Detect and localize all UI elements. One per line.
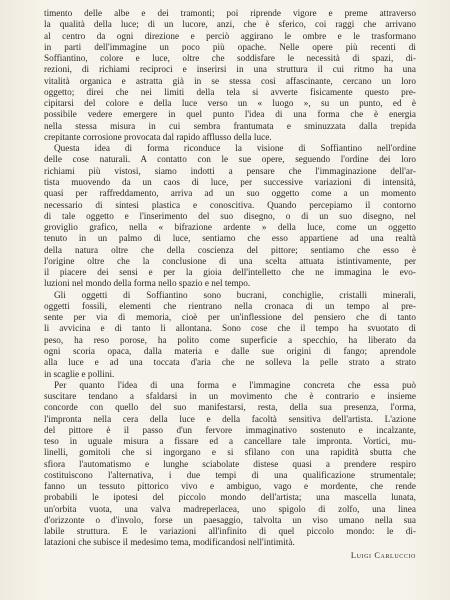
text-line: l'origine oltre che la conclusione di una scelta attuata istintivamente, per <box>44 255 416 266</box>
text-line: d'orizzonte o d'involo, forse un paesaggio, talvolta un viso umano nella sua <box>44 514 416 525</box>
text-line: labile struttura. E le variazioni all'infinito di quel piccolo mondo: le di- <box>44 526 416 537</box>
paragraph-2 <box>44 143 416 289</box>
text-line: luzioni nel mondo della forma nello spazio e nel tempo. <box>44 278 251 289</box>
text-line: un'orbita vuota, una valva madreperlacea, uno spigolo di zolfo, una linea <box>44 503 416 514</box>
text-line: concorde con quello del suo manifestarsi, resta, della sua presenza, l'orma, <box>44 402 416 413</box>
text-line: peso, ha reso porose, ha polito come superficie a specchio, ha liberato da <box>44 334 416 345</box>
text-line: tista muovendo da un caos di luce, per successive variazioni di intensità, <box>44 176 416 187</box>
text-line: timento delle albe e dei tramonti; poi riprende vigore e preme attraverso <box>44 8 416 18</box>
text-line: del pittore è il passo d'un fervore immaginativo sostenuto e incalzante, <box>44 424 416 435</box>
text-line: Soffiantino, colore e luce, oltre che soddisfare le necessità di spazi, di- <box>44 53 416 64</box>
text-line: cipitarsi del colore e della luce verso un « luogo », su un punto, ed è <box>44 98 416 109</box>
text-line: richiami più vistosi, siamo indotti a pensare che l'immaginazione dell'ar- <box>44 165 416 176</box>
paragraph-3 <box>44 290 416 380</box>
text-line: delle cose naturali. A contatto con le sue opere, seguendo l'ordine dei loro <box>44 154 416 165</box>
text-line: sfiora l'automatismo e lunghe sciabolate distese quasi a prendere respiro <box>44 458 416 469</box>
text-line: di tale oggetto e l'inserimento del suo disegno, o di un suo disegno, nel <box>44 210 416 221</box>
text-line: il piacere dei sensi e per la gioia dell'intelletto che ne immagina le evo- <box>44 267 416 278</box>
text-line: in scaglie e pollini. <box>44 368 115 379</box>
text-line: nella stessa misura in cui sembra frantumata e sminuzzata dalla trepida <box>44 120 416 131</box>
text-line: vitalità organica e astratta già in se stessa così affascinante, cercano un loro <box>44 75 416 86</box>
text-line: Gli oggetti di Soffiantino sono bucrani, conchiglie, cristalli minerali, <box>54 289 416 300</box>
text-line: linelli, gomitoli che si ingorgano e si sfilano con una rapidità sbutta che <box>44 447 416 458</box>
text-line: crepitante corrosione provocata dal rapido afflusso della luce. <box>44 131 272 142</box>
text-line: ogni scoria opaca, dalla materia e dalle sue origini di fango; aprendole <box>44 345 416 356</box>
text-line: suscitare tendano a sfaldarsi in un movimento che è contrario e insieme <box>44 391 416 402</box>
text-line: fanno un tessuto pittorico vivo e ambiguo, vago e mordente, che rende <box>44 481 416 492</box>
text-line: oggetti fossili, elementi che rientrano nella cronaca di un tempo al pre- <box>44 300 416 311</box>
text-line: Questa idea di forma riconduce la visione di Soffiantino nell'ordine <box>54 143 416 154</box>
text-line: l'impronta nella cera della luce e della facoltà sensitiva dell'artista. L'azione <box>44 413 416 424</box>
text-line: quasi per raffreddamento, arriva ad un suo oggetto come a un momento <box>44 188 416 199</box>
paragraph-4 <box>44 380 416 549</box>
text-line: teso in uguale misura a fissare ed a cancellare tale impronta. Vortici, mu- <box>44 436 416 447</box>
text-line: oggetto; direi che nei limiti della tela si avverte fisicamente questo pre- <box>44 86 416 97</box>
text-line: li avvicina e di tanto li allontana. Sono cose che il tempo ha svuotato di <box>44 323 416 334</box>
text-line: latazioni che subisce il medesimo tema, modificandosi nell'intimità. <box>44 537 295 548</box>
text-line: la qualità della luce; di un lucore, anzi, che è sferico, coi raggi che arrivano <box>44 19 416 30</box>
text-line: sente per via di memoria, cioè per un'inflessione del pensiero che di tanto <box>44 312 416 323</box>
essay-body <box>44 8 416 561</box>
paragraph-1 <box>44 8 416 143</box>
text-line: in parti dell'immagine un poco più opache. Nelle opere più recenti di <box>44 41 416 52</box>
text-line: possibile vedere emergere in quel punto l'idea di una forma che è energia <box>44 109 416 120</box>
text-line: alla luce e ad una toccata d'aria che ne solleva la pelle strato a strato <box>44 357 416 368</box>
text-line: tenuto in un palmo di luce, sentiamo che esso appartiene ad una realtà <box>44 233 416 244</box>
text-line: necessario di sintesi plastica e conoscitiva. Quando percepiamo il contorno <box>44 199 416 210</box>
text-line: groviglio grafico, nella « bifrazione ardente » della luce, come un oggetto <box>44 222 416 233</box>
text-line: Per quanto l'idea di una forma e l'immagine concreta che essa può <box>54 379 416 390</box>
text-line: costituiscono l'alternativa, i due tempi di una qualificazione strumentale; <box>44 469 416 480</box>
text-line: della natura oltre che della coscienza del pittore; sentiamo che esso è <box>44 244 416 255</box>
text-line: al centro da ogni direzione e perciò aggirano le ombre e le trasformano <box>44 30 416 41</box>
author-signature: Luigi Carluccio <box>350 550 416 560</box>
text-line: probabili le ipotesi del piccolo mondo dell'artista; una mascella lunata, <box>44 492 416 503</box>
text-line: rezioni, di richiami reciproci e inserirsi in una struttura il cui ritmo ha una <box>44 64 416 75</box>
